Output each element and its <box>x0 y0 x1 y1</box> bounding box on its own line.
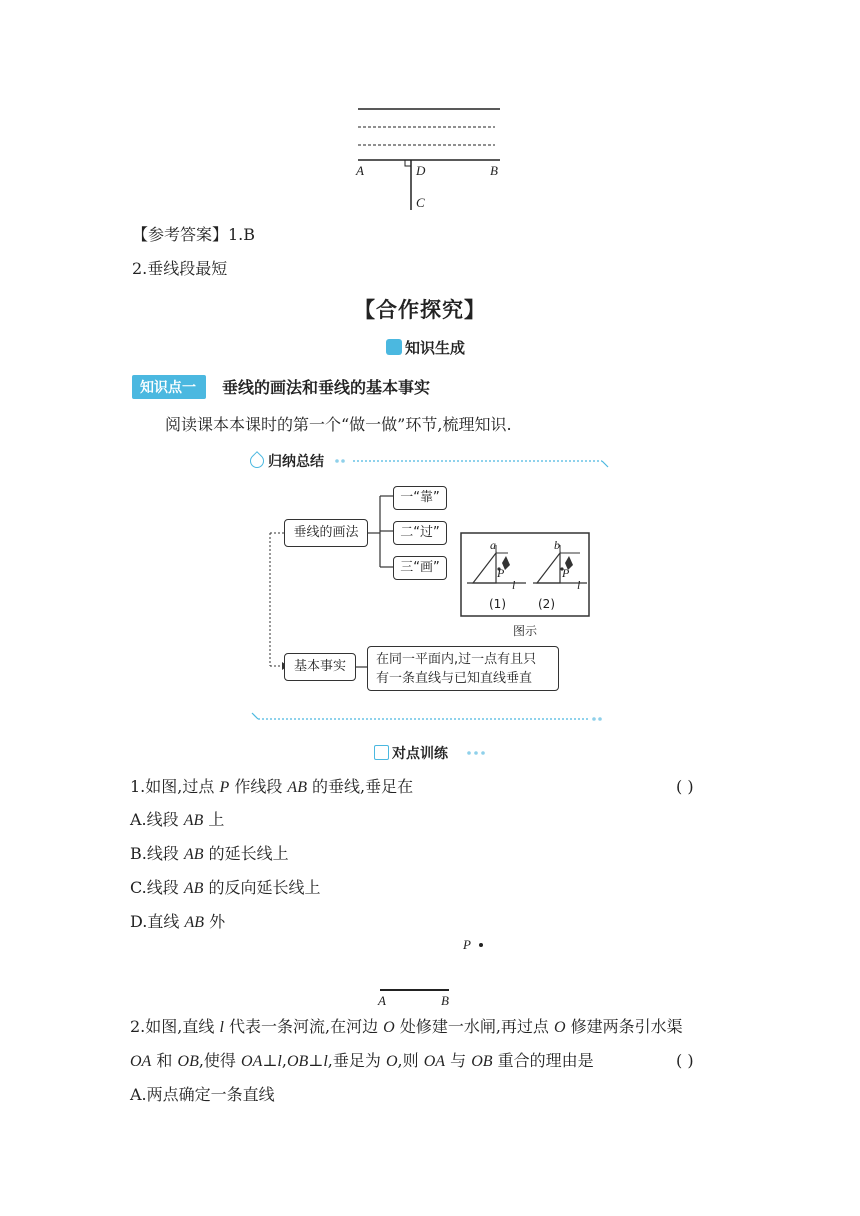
summary-header: 归纳总结 <box>268 454 324 470</box>
q1-option-a[interactable]: A.线段 AB 上 <box>130 810 225 829</box>
top-perpendicular-figure <box>350 100 510 215</box>
figure-label-n2: (2) <box>538 597 555 611</box>
q2-stem-line-1: 2.如图,直线 l 代表一条河流,在河边 O 处修建一水闸,再过点 O 修建两条引水渠 <box>130 1017 683 1036</box>
step-box-3: 三“画” <box>393 556 447 580</box>
q1-figure-label-a: A <box>378 993 386 1008</box>
top-figure-label-b: B <box>490 163 498 178</box>
q2-line2-run: ⊥ <box>308 1051 324 1070</box>
fact-text-line-2: 有一条直线与已知直线垂直 <box>376 671 533 686</box>
q1-stem: 1.如图,过点 P 作线段 AB 的垂线,垂足在 <box>130 777 414 796</box>
section-title: 【合作探究】 <box>354 297 486 322</box>
q2-line2-run: OB <box>286 1053 309 1070</box>
figure-label-l1: l <box>512 578 516 592</box>
q1-figure-point-p <box>479 943 483 947</box>
answer-line-1: 【参考答案】1.B <box>132 225 256 244</box>
practice-header: 对点训练 <box>392 746 448 762</box>
figure-label-n1: (1) <box>489 597 506 611</box>
q2-line2-run: ⊥ <box>262 1051 278 1070</box>
q1-option-c[interactable]: C.线段 AB 的反向延长线上 <box>130 878 321 897</box>
top-figure-label-c: C <box>416 195 425 210</box>
q1-option-d[interactable]: D.直线 AB 外 <box>130 912 226 931</box>
q2-line2-run: OA <box>130 1053 152 1070</box>
q2-line2-run: OA <box>423 1053 446 1070</box>
knowledge-point-badge: 知识点一 <box>132 375 206 399</box>
figure-label-p2: P <box>562 566 570 580</box>
knowledge-point-intro: 阅读课本本课时的第一个“做一做”环节,梳理知识. <box>165 415 512 434</box>
q1-figure-label-p: P <box>463 937 471 952</box>
q2-line2-run: 重合的理由是 <box>492 1051 594 1070</box>
q2-answer-bracket: ( ) <box>676 1051 694 1070</box>
fact-text-box <box>367 646 559 691</box>
step-box-1: 一“靠” <box>393 486 447 510</box>
q2-line2-run: 与 <box>445 1051 472 1070</box>
figure-label-p1: P <box>497 566 505 580</box>
method-box: 垂线的画法 <box>284 519 368 547</box>
q2-line2-run: , <box>281 1051 287 1070</box>
answer-line-2: 2.垂线段最短 <box>132 259 228 278</box>
step-box-2: 二“过” <box>393 521 447 545</box>
figure-label-b: b <box>554 538 560 552</box>
q2-line2-run: OA <box>241 1053 263 1070</box>
practice-dots <box>466 749 490 757</box>
top-figure-label-d: D <box>416 163 426 178</box>
q2-line2-run: 和 <box>151 1051 178 1070</box>
q1-option-b[interactable]: B.线段 AB 的延长线上 <box>130 844 289 863</box>
knowledge-point-title: 垂线的画法和垂线的基本事实 <box>222 378 431 397</box>
q2-stem-line-2 <box>130 1050 594 1073</box>
fact-box: 基本事实 <box>284 653 356 681</box>
q2-line2-run: l <box>323 1053 328 1070</box>
figure-caption: 图示 <box>513 624 538 638</box>
q1-figure-segment <box>380 989 449 991</box>
q1-answer-bracket: ( ) <box>676 777 694 796</box>
fact-text-line-1: 在同一平面内,过一点有且只 <box>376 652 537 667</box>
top-figure-label-a: A <box>356 163 364 178</box>
figure-label-l2: l <box>577 578 581 592</box>
q2-line2-run: OB <box>177 1053 199 1070</box>
q2-line2-run: ,使得 <box>198 1051 242 1070</box>
q2-line2-run: O <box>385 1053 398 1070</box>
q2-line2-run: ,垂足为 <box>327 1051 386 1070</box>
section-sub-title: 知识生成 <box>405 339 466 357</box>
figure-label-a: a <box>490 538 496 552</box>
q2-line2-run: ,则 <box>397 1051 424 1070</box>
practice-icon <box>374 745 389 760</box>
q1-figure-label-b: B <box>441 993 449 1008</box>
knowledge-gen-icon <box>386 339 402 355</box>
q2-line2-run: OB <box>471 1053 493 1070</box>
q2-option-a[interactable]: A.两点确定一条直线 <box>130 1085 275 1104</box>
q2-line2-run: l <box>277 1053 282 1070</box>
